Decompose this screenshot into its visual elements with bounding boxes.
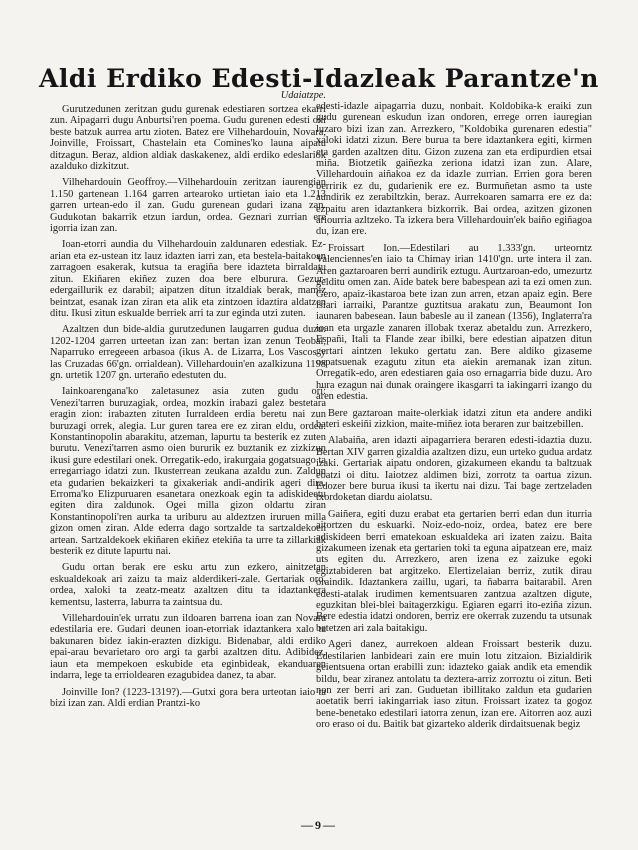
paragraph: Azaltzen dun bide-aldia gurutzedunen laugarren gudua duzu: 1202-1204 garren urteetan izan zan: bertan izan zenun Teobal, Naparruko erregeeen arbasoa (ikus A. de Lizarra, Los Vascos y las Cruzadas 66'gn. orrialdean). Villehardouin'en azalkizuna 1198 gn. urtetik 1207 gn. urteraño edestuten du. xyxy=(50,324,326,381)
paragraph: Bere gaztaroan maite-olerkiak idatzi zitun eta andere andiki bateri eskeiñi zizkion, maite-miñez iota beraren zur baitzebillen. xyxy=(316,407,592,430)
page-title: Aldi Erdiko Edesti-Idazleak Parantze'n xyxy=(39,64,599,93)
paragraph: Joinville Ion? (1223-1319?).—Gutxi gora bera urteotan iaio ta bizi izan zan. Aldi erdian Prantzi-ko xyxy=(50,686,326,709)
paragraph: edesti-idazle aipagarria duzu, nonbait. Koldobika-k eraiki zun gudu gurenean eskudun izan ondoren, errege orren iauregian luzaro bizi izan zan. Arrezkero, "Koldobika gurenaren edestia" xaloki idatzi zizun. Bere burua ta bere idaztankera egiti, kirmen eta garden azaltzen ditu. Gizon zuzena zan eta erdipurdien etsai miña. Biotzetik gaiñezka zeriona idatzi izan zun. Alare, Villehardouin aiñakoa ez da idazle zurrian. Errien gora beren berririk ez du, gudarienik ere ez. Burmuñetan asmo ta uste aundirik ez zerabiltzkin, beraz. Aurrekoaren samarra ere ez da: ezpaitu aren idaztankera bizkorrik. Bai ordea, azitzen gizonen ariourria azltzeko. Ta izkera bera Villehardouin'ek baiño egiñagoa du, izan ere. xyxy=(316,101,592,238)
dateline: Udaiatzpe. xyxy=(280,90,326,101)
paragraph: Gaiñera, egiti duzu erabat eta gertarien berri edan dun iturria aitortzen du eskuarki. Noiz-edo-noiz, ordea, batez ere bere adiskideen berri ematekoan eskualdeka ari izaten zaizu. Baita gizakumeen izenak eta gertarien toki ta eguna aipatzean ere, maiz uts egiten du. Arrezkero, aren izena ez zaizuke egoki egiztabideren bat argitzeko. Elertizelaian berriz, zutik dirau oraindik. Idaztankera zaillu, ugari, ta ñabarra baitarabil. Aren edesti-atalak irudimen kementsuaren zantzua azaltzen digute, eguzkitan blei-blei baitagerzkigu. Egiaren egarri ito-eziña zizun. Bere edestia idatzi ondoren, berriz ere okerrak zuzendu ta utsunak betetzen ari zala baitakigu. xyxy=(316,508,592,634)
paragraph: Alabaiña, aren idazti aipagarriera beraren edesti-idaztia duzu. Bertan XIV garren gizaldia azaltzen dizu, eun urteko gudua ardatz izaki. Gertariak aipatu ondoren, gizakumeen ekandu ta baltzuak ebatzi oi ditu. Iaiotzez aldimen bizi, zorrotz ta oartua zizun. Edozer bere burua ikusi ta ikertu nai dizu. Tai bage zertzeladen txordoketan diardu aiolatsu. xyxy=(316,435,592,504)
paragraph: Gudu ortan berak ere esku artu zun ezkero, ainitzetan eskualdekoak ari zaizu ta maiz alderdikeri-zale. Gertariak oro, ordea, xaloki ta zeatz-meatz azaltzen ditu ta idaztankera kementsu, lasterra, laburra ta zaintsua du. xyxy=(50,562,326,608)
paragraph: Ageri danez, aurrekoen aldean Froissart besterik duzu. Edestilarien lanbideari zain ere muin lotu zitzaion. Bizialdirik geientsuena ortan erabilli zun: idazteko gaiak andik eta emendik bildu, bear ziranez antolatu ta deztera-arriz zorroztu oi zitun. Beti non zer berri ari zan. Guduetan ibillitako zaldun eta gudarien aoetatik berri iakingarriak iaso zitun. Froissart izatez ta gogoz bene-benetako edestilari iatorra zenun, izan ere. Aitorren aoz auzi oro eraso oi du. Baitik bat gizarteko alderik dirdaitsuenak begiz xyxy=(316,639,592,731)
paragraph: Vilhehardouin Geoffroy.—Vilhehardouin zeritzan iaurengian 1.150 gartenean 1.164 garren artearoko urtietan iaio eta 1.213 garren urtean-edo il zan. Gudu gurenean gudari izana zan. Gudukotan bakarrik etzun iardun, ordea. Geznari zurrian ere igorria izan zan. xyxy=(50,177,326,235)
paragraph: Gurutzedunen zeritzan gudu gurenak edestiaren sortzea ekarri zun. Aipagarri dugu Anburtsi'ren poema. Gudu gurenen edesti oni beste batzuk aurrea artu zioten. Batez ere Vilhehardouin, Novara, Joinville, Froissart, Chastelain eta Comines'ko launa aipatu ditzagun. Beraz, aldion aldiak daskakenez, aldi erdiko edeslariok azalduko dizkitzut. xyxy=(50,104,326,173)
paragraph: Iainkoarengana'ko zaletasunez asia zuten gudu ori: Venezi'tarren buruzagiak, ordea, mozkin irabazi galez bestetara eragin zion: irabazten zituten Iurraldeen erdia beretu nai zun buruzagi orrek, alegia. Lur guren tarea ere ez ziran eldu, ordea: Konstantinopolin abarakitu, atzeman, lapurtu ta besterik ez zuten burutu. Venezi'tarren asmo oien bururik ez buztanik ez zizkizun ikusi gure edestilari onek. Orregatik-edo, irakurgaia gogatsuago ta erregarriago idatzi zun. Ikusterrean zeukana azaldu zun. Zaldun eta gudarien bekaizkeri ta gixakeriak andi-andirik ageri dira. Erroma'ko Elizpuruaren esanetara onezkoak egin ta adiskideetu egiten dira zaldunok. Ogei milla gizon oldartu ziran Konstantinopoli'ren aurka ta uriburu au aldeztzen iruruen milla gizon omen ziran. Alde ederra dago sortzalde ta sartzaldekoen artean. Sartzaldekoek ekiñaren ekiñez etekiña ta urre ta zillarkiak besterik ez ditute lapurtu nai. xyxy=(50,386,326,558)
paragraph: Ioan-etorri aundia du Vilhehardouin zaldunaren edestiak. Ez-arian eta ez-ustean itz lauz idazten iarri zan, eta bestela-baitakoan zarragoen esakerak, kutsua ta eragiña bere idazteta birraldatu zitun. Ekiñaren ekiñez zuzen doa bere elburura. Gezur-edergaillurik ez darabil; aipatzen ditun itzaldiak berak, mamiz beintzat, esanak izan ziran eta alik eta zintzoen idaztira aldatzen ditu. Ikusi zitun eskualde berriek arri ta zur eginda utzi zuten. xyxy=(50,239,326,319)
left-column xyxy=(50,104,326,714)
paragraph: Villehardouin'ek urratu zun ildoaren barrena ioan zan Novara edestilaria ere. Gudari deunen ioan-etorriak idaztankera xalo ta bakunaren bidez iakin-erazten dizkigu. Bidenabar, aldi erdiko epai-arau bevarietaro oro argi ta garbi azaltzen ditu. Adibidez, iaun eta mempekoen eskubide eta eginbideak, ekanduaren indarra, lege ta errioldearen ezagubidea danez, ta abar. xyxy=(50,613,326,682)
paragraph: Froissart Ion.—Edestilari au 1.333'gn. urteorntz Valenciennes'en iaio ta Chimay irian 1410'gn. urte intera il zan. Aren gaztaroaren berri aundirik eztugu. Aurtzaroan-edo, umezurtz gelditu omen zan. Aide batek bere babespean azi ta ezi omen zun. Gero, apaiz-ikastaroa bete izan zun arren, etzan apaiz egin. Bere isiari iarraiki, Parantze guztitsua arakatu zun, Beaumont Ion iaunaren babesean. Iaun babesle au il zanean (1356), Inglaterra'ra ioan eta urgazle zanaren illobak txeraz abetaldu zun. Arrezkero, Españi, Itali ta Flande zear ibilki, bere edestian aipatzen ditun gertari aintzen lekuko gertatu zan. Bere aldiko gizaseme ospatsuenak ezagutu zitun eta aiekin aremanak izan zitun. Orregatik-edo, aren edestiaren gaia oso ernagarria bide duzu. Aro hura ezagun nai dunak oraingere ikasgarri ta iakingarri izango du aren edestia. xyxy=(316,242,592,403)
page-number: —9— xyxy=(301,818,337,832)
right-column xyxy=(316,101,592,736)
